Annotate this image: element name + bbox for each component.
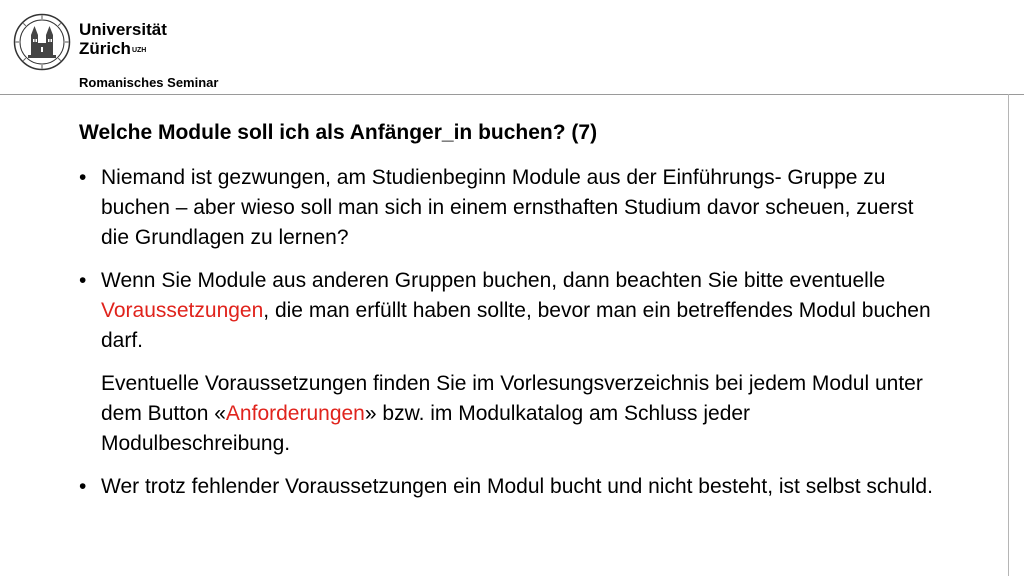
bullet-item-1: [79, 163, 939, 253]
bullet-item-1-text: Niemand ist gezwungen, am Studienbeginn Module aus der Einführungs- Gruppe zu buchen – aber wieso soll man sich in einem ernsthaften Studium davor scheuen, zuerst die Grundlagen zu lernen?: [101, 166, 914, 249]
university-name-line2: Zürich: [79, 39, 131, 58]
bullet-item-2-text-pre: Wenn Sie Module aus anderen Gruppen buchen, dann beachten Sie bitte eventuelle: [101, 269, 886, 292]
university-name-line1: Universität: [79, 20, 167, 39]
bullet-item-3: [79, 472, 939, 502]
university-suffix: UZH: [131, 47, 147, 54]
paragraph-text-post: » bzw. im Modulkatalog am Schluss jeder Modulbeschreibung.: [101, 402, 751, 455]
university-name-line2-wrap: [79, 39, 167, 58]
bullet-item-2-paragraph: [79, 369, 939, 459]
bullet-item-3-text: Wer trotz fehlender Voraussetzungen ein Modul bucht und nicht besteht, ist selbst schuld.: [101, 475, 933, 498]
university-name: [79, 20, 167, 58]
bullet-icon: •: [79, 166, 87, 189]
bullet-list: [79, 163, 939, 515]
paragraph-text-pre: Eventuelle Voraussetzungen finden Sie im Vorlesungsverzeichnis bei jedem Modul unter dem Button «: [101, 372, 923, 425]
header-divider: [0, 94, 1024, 95]
paragraph-highlight: Anforderungen: [225, 402, 365, 425]
right-edge-divider: [1008, 94, 1009, 576]
bullet-icon: •: [79, 269, 87, 292]
bullet-item-2: [79, 266, 939, 356]
university-seal-logo: [13, 13, 71, 71]
bullet-item-2-highlight: Voraussetzungen: [101, 299, 264, 322]
slide-title: Welche Module soll ich als Anfänger_in buchen? (7): [79, 121, 598, 144]
bullet-item-2-text-post: , die man erfüllt haben sollte, bevor man ein betreffendes Modul buchen darf.: [101, 299, 931, 352]
department-name: Romanisches Seminar: [79, 75, 219, 90]
bullet-icon: •: [79, 475, 87, 498]
